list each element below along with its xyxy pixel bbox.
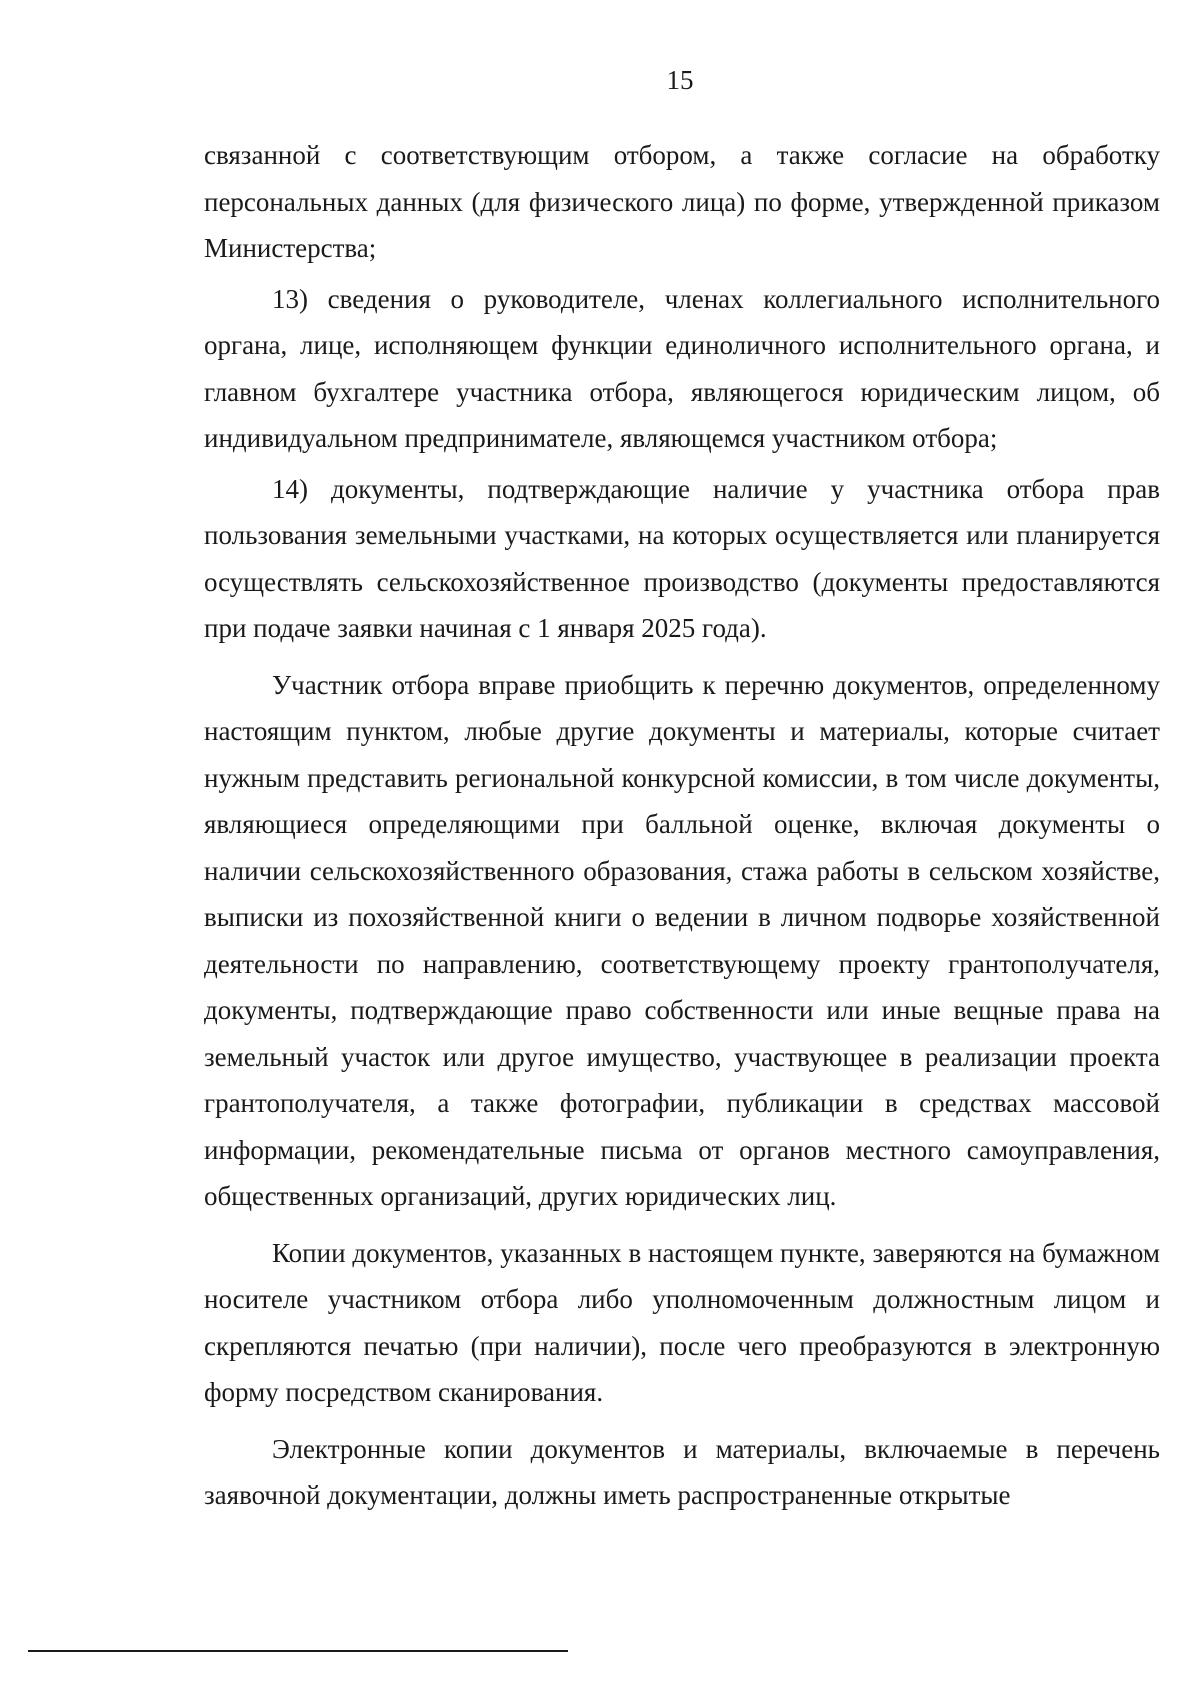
footnote-divider <box>28 1650 568 1652</box>
page-number: 15 <box>666 65 694 95</box>
paragraph-electronic-copies: Электронные копии документов и материалы, включаемые в перечень заявочной документации, должны иметь распространенные открытые <box>204 1433 1160 1510</box>
paragraph-continuation: связанной с соответствующим отбором, а также согласие на обработку персональных данных (для физического лица) по форме, утвержденной приказом Министерства; <box>204 140 1160 263</box>
paragraph-item-14: 14) документы, подтверждающие наличие у участника отбора прав пользования земельными участками, на которых осуществляется или планируется осуществлять сельскохозяйственное производство (документы предоставляются при подаче заявки начиная с 1 января 2025 года). <box>204 473 1160 643</box>
paragraph-item-13: 13) сведения о руководителе, членах коллегиального исполнительного органа, лице, исполняющем функции единоличного исполнительного органа, и главном бухгалтере участника отбора, являющегося юридическим лицом, об индивидуальном предпринимателе, являющемся участником отбора; <box>204 283 1160 453</box>
paragraph-participant-rights: Участник отбора вправе приобщить к перечню документов, определенному настоящим пунктом, любые другие документы и материалы, которые считает нужным представить региональной конкурсной комиссии, в том числе документы, являющиеся определяющими при балльной оценке, включая документы о наличии сельскохозяйственного образования, стажа работы в сельском хозяйстве, выписки из похозяйственной книги о ведении в личном подворье хозяйственной деятельности по направлению, соответствующему проекту грантополучателя, документы, подтверждающие право собственности или иные вещные права на земельный участок или другое имущество, участвующее в реализации проекта грантополучателя, а также фотографии, публикации в средствах массовой информации, рекомендательные письма от органов местного самоуправления, общественных организаций, других юридических лиц. <box>204 669 1160 1211</box>
paragraph-copies-certification: Копии документов, указанных в настоящем пункте, заверяются на бумажном носителе участником отбора либо уполномоченным должностным лицом и скрепляются печатью (при наличии), после чего преобразуются в электронную форму посредством сканирования. <box>204 1237 1160 1407</box>
document-body <box>204 132 1160 1519</box>
